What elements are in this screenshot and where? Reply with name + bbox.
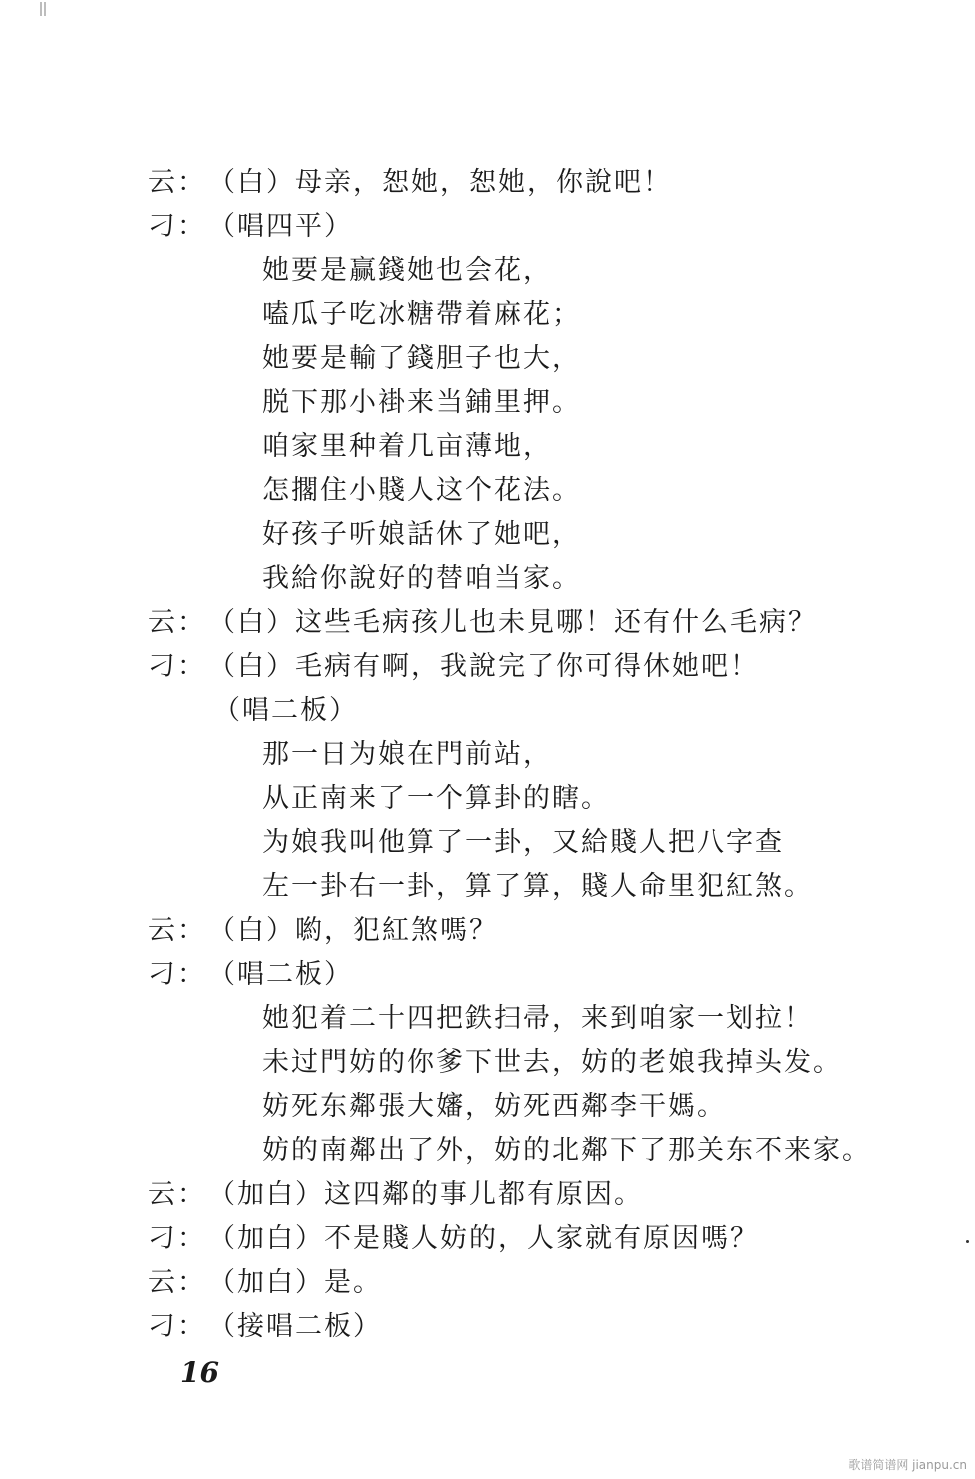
line-text: （唱四平） bbox=[208, 211, 353, 242]
verse-line: 从正南来了一个算卦的瞎。 bbox=[262, 783, 610, 814]
script-line bbox=[148, 915, 498, 947]
line-text: （加白）是。 bbox=[208, 1267, 382, 1298]
verse-line: 怎擱住小賤人这个花法。 bbox=[262, 475, 581, 506]
scan-mark bbox=[40, 2, 42, 16]
verse-line: 她要是輸了錢胆子也大， bbox=[262, 343, 581, 374]
script-line bbox=[148, 607, 817, 639]
speaker-label: 云： bbox=[148, 1267, 206, 1298]
verse-line: 脱下那小褂来当鋪里押。 bbox=[262, 387, 581, 418]
verse-line: 嗑瓜子吃冰糖帶着麻花； bbox=[262, 299, 581, 330]
speaker-label: 刁： bbox=[148, 651, 206, 682]
script-line bbox=[148, 1311, 382, 1343]
watermark: 歌谱简谱网 jianpu.cn bbox=[848, 1458, 967, 1472]
line-text: （加白）这四鄰的事儿都有原因。 bbox=[208, 1179, 643, 1210]
stage-direction: （唱二板） bbox=[213, 695, 358, 726]
script-line bbox=[148, 959, 353, 991]
scan-speck bbox=[966, 1240, 969, 1243]
script-line bbox=[148, 1179, 643, 1211]
verse-line: 好孩子听娘話休了她吧， bbox=[262, 519, 581, 550]
script-line bbox=[148, 1267, 382, 1299]
script-line bbox=[148, 167, 672, 199]
line-text: （白）喲，犯紅煞嗎？ bbox=[208, 915, 498, 946]
script-line bbox=[148, 211, 353, 243]
verse-line: 未过門妨的你爹下世去，妨的老娘我掉头发。 bbox=[262, 1047, 842, 1078]
line-text: （白）母亲，恕她，恕她，你說吧！ bbox=[208, 167, 672, 198]
verse-line: 妨死东鄰張大嬸，妨死西鄰李干媽。 bbox=[262, 1091, 726, 1122]
speaker-label: 云： bbox=[148, 607, 206, 638]
speaker-label: 刁： bbox=[148, 1223, 206, 1254]
verse-line: 我給你說好的替咱当家。 bbox=[262, 563, 581, 594]
line-text: （加白）不是賤人妨的，人家就有原因嗎？ bbox=[208, 1223, 759, 1254]
script-line bbox=[148, 651, 759, 683]
verse-line: 她要是赢錢她也会花， bbox=[262, 255, 552, 286]
speaker-label: 刁： bbox=[148, 211, 206, 242]
line-text: （唱二板） bbox=[208, 959, 353, 990]
line-text: （接唱二板） bbox=[208, 1311, 382, 1342]
verse-line: 她犯着二十四把鉄扫帚，来到咱家一划拉！ bbox=[262, 1003, 813, 1034]
speaker-label: 刁： bbox=[148, 959, 206, 990]
verse-line: 左一卦右一卦，算了算，賤人命里犯紅煞。 bbox=[262, 871, 813, 902]
scan-mark bbox=[44, 2, 46, 16]
line-text: （白）这些毛病孩儿也未見哪！还有什么毛病？ bbox=[208, 607, 817, 638]
verse-line: 咱家里种着几亩薄地， bbox=[262, 431, 552, 462]
speaker-label: 云： bbox=[148, 1179, 206, 1210]
verse-line: 为娘我叫他算了一卦，又給賤人把八字查 bbox=[262, 827, 784, 858]
verse-line: 那一日为娘在門前站， bbox=[262, 739, 552, 770]
line-text: （白）毛病有啊，我說完了你可得休她吧！ bbox=[208, 651, 759, 682]
verse-line: 妨的南鄰出了外，妨的北鄰下了那关东不来家。 bbox=[262, 1135, 871, 1166]
script-line bbox=[148, 1223, 759, 1255]
speaker-label: 云： bbox=[148, 167, 206, 198]
page-number: 16 bbox=[180, 1356, 219, 1389]
speaker-label: 刁： bbox=[148, 1311, 206, 1342]
speaker-label: 云： bbox=[148, 915, 206, 946]
